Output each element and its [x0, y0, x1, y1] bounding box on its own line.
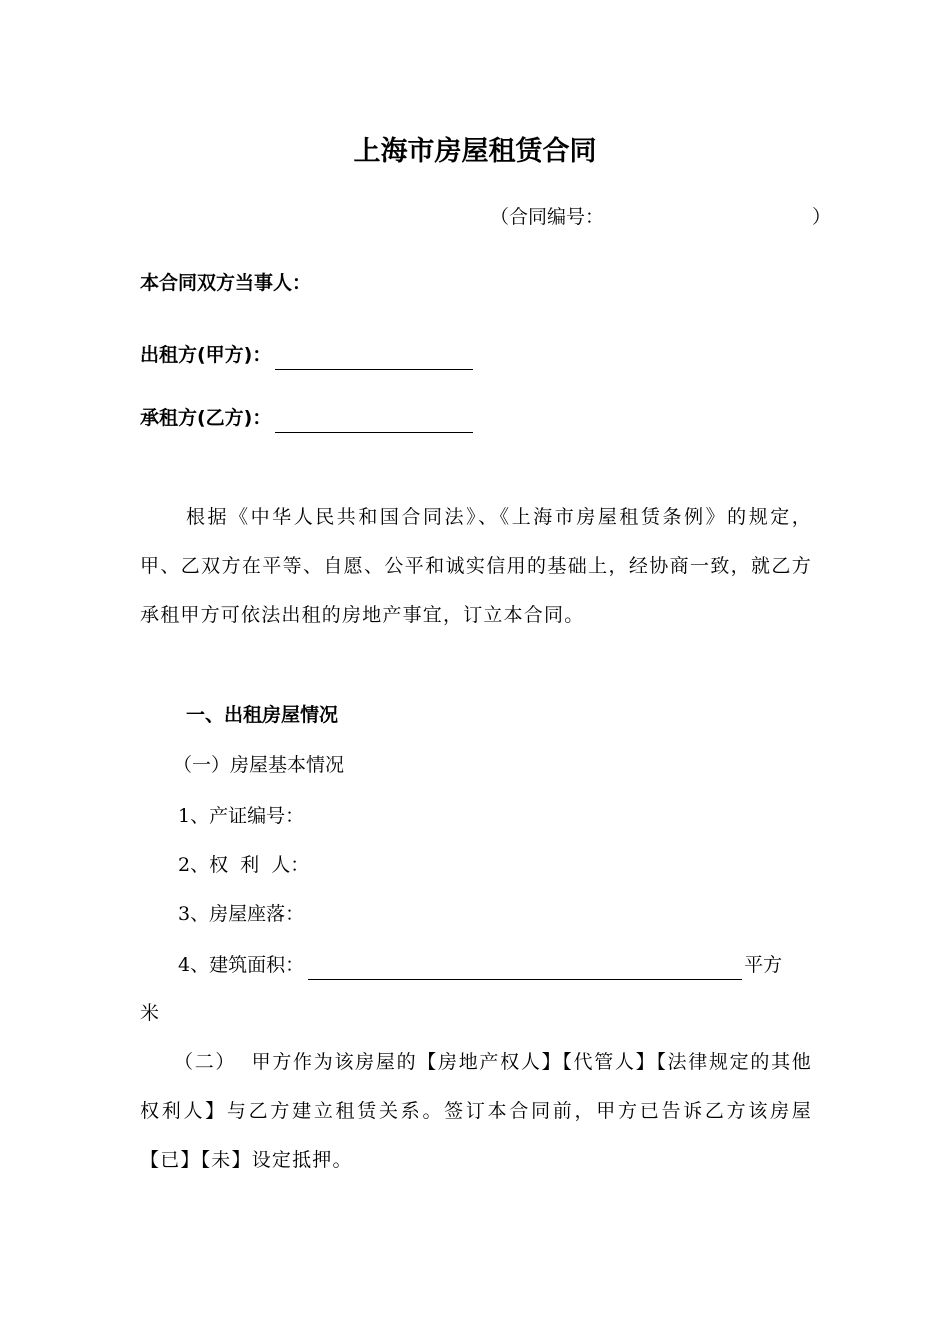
document-title: 上海市房屋租赁合同 — [353, 136, 597, 167]
lessee-label: 承租方(乙方)： — [140, 407, 272, 429]
item-floor-area — [178, 950, 782, 980]
floor-area-blank[interactable] — [308, 957, 742, 980]
lessor-blank[interactable] — [275, 347, 473, 370]
item-right-holder: 2、权 利 人： — [178, 854, 310, 876]
lessor-label: 出租方(甲方)： — [140, 344, 272, 366]
lessee-blank[interactable] — [275, 410, 473, 433]
section1-sub2-paragraph: （二） 甲方作为该房屋的【房地产权人】【代管人】【法律规定的其他权利人】与乙方建立租赁关系。签订本合同前，甲方已告诉乙方该房屋【已】【未】设定抵押。 — [140, 1051, 812, 1171]
contract-number — [490, 202, 831, 232]
lessee-row — [140, 403, 473, 433]
floor-area-label: 4、建筑面积： — [178, 954, 305, 976]
parties-heading: 本合同双方当事人： — [140, 272, 312, 294]
floor-area-unit-wrap: 米 — [140, 1002, 160, 1024]
section1-heading: 一、出租房屋情况 — [186, 704, 339, 726]
section1-sub1-heading: （一）房屋基本情况 — [173, 754, 345, 776]
contract-number-close: ） — [812, 206, 832, 228]
preamble-paragraph: 根据《中华人民共和国合同法》、《上海市房屋租赁条例》的规定，甲、乙双方在平等、自愿、公平和诚实信用的基础上，经协商一致，就乙方承租甲方可依法出租的房地产事宜，订立本合同。 — [140, 506, 812, 626]
item-certificate-number: 1、产证编号： — [178, 805, 305, 827]
lessor-row — [140, 340, 473, 370]
contract-number-label: （合同编号： — [490, 206, 605, 228]
item-location: 3、房屋座落： — [178, 903, 305, 925]
floor-area-unit: 平方 — [744, 954, 783, 976]
